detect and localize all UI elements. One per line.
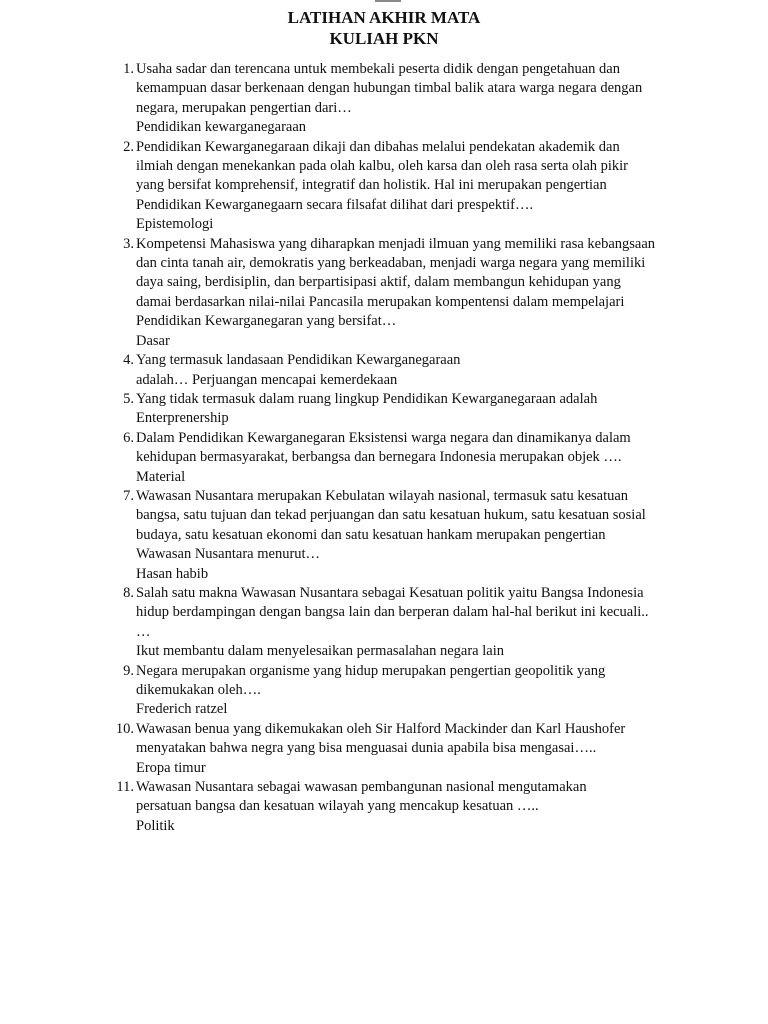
question-item [108,487,698,584]
question-number: 4. [123,352,134,369]
answer-text: Frederich ratzel [136,701,228,718]
title-line-2: KULIAH PKN [329,29,439,48]
question-item [108,778,698,836]
question-text: Dalam Pendidikan Kewarganegaran Eksistensi warga negara dan dinamikanya dalam kehidupan bermasyarakat, berbangsa dan bernegara Indonesia merupakan objek …. [136,429,631,466]
question-text: Pendidikan Kewarganegaraan dikaji dan dibahas melalui pendekatan akademik dan ilmiah dengan menekankan pada olah kalbu, oleh karsa dan oleh rasa serta olah pikir yang bersifat komprehensif, integratif dan holistik. Hal ini merupakan pengertian Pendidikan Kewarganegaarn secara filsafat dilihat dari prespektif…. [136,138,629,213]
question-item [108,60,698,138]
question-number: 9. [123,662,134,679]
question-item [108,662,698,720]
title-line-1: LATIHAN AKHIR MATA [287,8,481,27]
answer-text: Material [136,468,186,485]
question-number: 5. [123,390,134,407]
question-text: Kompetensi Mahasiswa yang diharapkan menjadi ilmuan yang memiliki rasa kebangsaan dan cinta tanah air, demokratis yang berkeadaban, menjadi warga negara yang memiliki daya saing, berdisiplin, dan berpartisipasi aktif, dalam membangun kehidupan yang damai berdasarkan nilai-nilai Pancasila merupakan kompentensi dalam mempelajari Pendidikan Kewarganegaran yang bersifat… [136,235,656,330]
question-item [108,429,698,487]
question-text: Wawasan Nusantara sebagai wawasan pembangunan nasional mengutamakan persatuan bangsa dan kesatuan wilayah yang mencakup kesatuan ….. [136,779,587,815]
question-number: 3. [123,235,134,252]
question-text: Negara merupakan organisme yang hidup merupakan pengertian geopolitik yang dikemukakan oleh…. [136,662,606,698]
question-item [108,584,698,662]
question-text: Usaha sadar dan terencana untuk membekali peserta didik dengan pengetahuan dan kemampuan dasar berkenaan dengan hubungan timbal balik atara warga negara dengan negara, merupakan pengertian dari… [136,61,643,116]
question-number: 7. [123,487,134,504]
answer-text: adalah… Perjuangan mencapai kemerdekaan [136,371,398,388]
question-item [108,351,698,390]
question-text: Salah satu makna Wawasan Nusantara sebagai Kesatuan politik yaitu Bangsa Indonesia hidup berdampingan dengan bangsa lain dan berperan dalam hal-hal berikut ini kecuali.. … [136,584,649,640]
question-item [108,235,698,351]
question-item [108,138,698,235]
answer-text: Ikut membantu dalam menyelesaikan permasalahan negara lain [136,643,504,660]
answer-text: Epistemologi [136,216,214,233]
question-text: Yang termasuk landasaan Pendidikan Kewarganegaraan [136,352,461,369]
question-number: 8. [123,584,134,601]
question-number: 2. [123,138,134,155]
answer-text: Eropa timur [136,759,206,776]
question-item [108,390,698,429]
question-number: 1. [123,61,134,77]
question-number: 6. [123,429,134,446]
answer-text: Hasan habib [136,565,209,582]
answer-text: Politik [136,817,175,834]
answer-text: Pendidikan kewarganegaraan [136,119,307,136]
answer-text: Enterprenership [136,410,229,427]
page-top-mark [375,0,401,2]
question-number: 10. [115,720,134,737]
question-list [108,60,698,836]
question-number: 11. [116,779,134,796]
question-text: Wawasan benua yang dikemukakan oleh Sir Halford Mackinder dan Karl Haushofer menyatakan bahwa negra yang bisa menguasai dunia apabila bisa mengasai….. [136,720,626,757]
question-text: Wawasan Nusantara merupakan Kebulatan wilayah nasional, termasuk satu kesatuan bangsa, satu tujuan dan tekad perjuangan dan satu kesatuan hukum, satu kesatuan sosial budaya, satu kesatuan ekonomi dan satu kesatuan hankam merupakan pengertian Wawasan Nusantara menurut… [136,487,646,563]
answer-text: Dasar [136,332,170,349]
question-item [108,720,698,778]
question-text: Yang tidak termasuk dalam ruang lingkup Pendidikan Kewarganegaraan adalah [136,390,598,407]
